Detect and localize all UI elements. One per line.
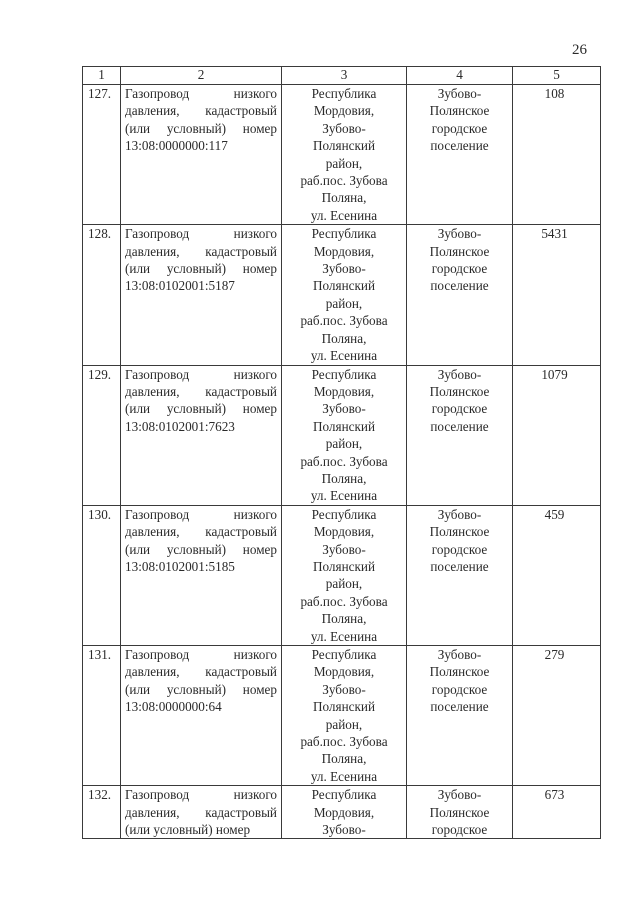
- object-name-cell: [121, 786, 282, 839]
- settlement-line: городское: [431, 120, 488, 136]
- settlement-line: поселение: [430, 418, 489, 434]
- settlement-line: поселение: [430, 558, 489, 574]
- settlement-line: городское: [431, 401, 488, 417]
- settlement-line: поселение: [430, 699, 489, 715]
- object-name-line: давления, кадастровый: [125, 664, 277, 680]
- object-name-cell: [121, 365, 282, 505]
- object-name-line: 13:08:0102001:5187: [125, 278, 235, 294]
- header-cell-1: 1: [83, 67, 121, 85]
- address-line: Мордовия,: [313, 524, 375, 540]
- address-line: Поляна,: [321, 190, 367, 206]
- object-name-line: (или условный) номер: [125, 261, 277, 277]
- table-row: [83, 85, 601, 225]
- property-table: [82, 66, 601, 839]
- address-line: Поляна,: [321, 330, 367, 346]
- object-name-line: Газопровод низкого: [125, 647, 277, 662]
- settlement-line: Зубово-: [437, 366, 482, 382]
- settlement-line: Зубово-: [437, 506, 482, 522]
- object-name-line: давления, кадастровый: [125, 524, 277, 540]
- object-name-line: 13:08:0000000:64: [125, 699, 222, 715]
- address-line: Зубово-: [322, 681, 366, 697]
- row-number: 129.: [83, 365, 121, 505]
- object-name-line: Газопровод низкого: [125, 86, 277, 101]
- address-line: район,: [325, 295, 363, 311]
- header-cell-2: 2: [121, 67, 282, 85]
- table-row: [83, 225, 601, 365]
- address-line: Республика: [311, 647, 377, 662]
- address-line: раб.пос. Зубова: [300, 173, 388, 189]
- object-name-line: (или условный) номер: [125, 541, 277, 557]
- object-name-line: (или условный) номер: [125, 401, 277, 417]
- address-line: раб.пос. Зубова: [300, 734, 388, 750]
- header-row: [83, 67, 601, 85]
- address-line: раб.пос. Зубова: [300, 313, 388, 329]
- settlement-line: Полянское: [429, 103, 490, 119]
- settlement-cell: [407, 365, 513, 505]
- value-cell: 5431: [513, 225, 601, 365]
- address-line: Полянский: [312, 278, 376, 294]
- address-line: Зубово-: [322, 822, 366, 838]
- object-name-line: Газопровод низкого: [125, 226, 277, 242]
- settlement-line: Полянское: [429, 524, 490, 540]
- object-name-line: давления, кадастровый: [125, 243, 277, 259]
- address-line: ул. Есенина: [310, 348, 378, 364]
- address-cell: [282, 365, 407, 505]
- object-name-line: (или условный) номер: [125, 822, 251, 838]
- address-line: Республика: [311, 506, 377, 522]
- header-cell-5: 5: [513, 67, 601, 85]
- settlement-cell: [407, 505, 513, 645]
- settlement-line: городское: [431, 822, 488, 838]
- address-line: ул. Есенина: [310, 768, 378, 784]
- table-row: [83, 505, 601, 645]
- address-line: Зубово-: [322, 401, 366, 417]
- settlement-line: Зубово-: [437, 86, 482, 101]
- address-line: Мордовия,: [313, 383, 375, 399]
- address-line: район,: [325, 436, 363, 452]
- page-number: 26: [572, 42, 587, 58]
- object-name-line: 13:08:0102001:5185: [125, 558, 235, 574]
- object-name-line: Газопровод низкого: [125, 787, 277, 803]
- object-name-line: давления, кадастровый: [125, 804, 277, 820]
- address-line: Республика: [311, 787, 377, 803]
- address-line: Мордовия,: [313, 664, 375, 680]
- address-line: раб.пос. Зубова: [300, 593, 388, 609]
- settlement-line: городское: [431, 541, 488, 557]
- address-line: район,: [325, 576, 363, 592]
- value-cell: 673: [513, 786, 601, 839]
- settlement-cell: [407, 225, 513, 365]
- address-line: Мордовия,: [313, 103, 375, 119]
- table-row: [83, 365, 601, 505]
- address-line: Поляна,: [321, 611, 367, 627]
- address-line: раб.пос. Зубова: [300, 453, 388, 469]
- row-number: 130.: [83, 505, 121, 645]
- address-line: Зубово-: [322, 541, 366, 557]
- value-cell: 1079: [513, 365, 601, 505]
- address-cell: [282, 786, 407, 839]
- object-name-line: (или условный) номер: [125, 681, 277, 697]
- address-line: Республика: [311, 366, 377, 382]
- row-number: 127.: [83, 85, 121, 225]
- address-cell: [282, 646, 407, 786]
- settlement-line: Полянское: [429, 664, 490, 680]
- object-name-cell: [121, 505, 282, 645]
- address-line: Полянский: [312, 558, 376, 574]
- settlement-line: городское: [431, 261, 488, 277]
- settlement-cell: [407, 85, 513, 225]
- address-line: район,: [325, 155, 363, 171]
- object-name-line: давления, кадастровый: [125, 383, 277, 399]
- settlement-line: Полянское: [429, 383, 490, 399]
- value-cell: 459: [513, 505, 601, 645]
- settlement-line: Полянское: [429, 243, 490, 259]
- address-cell: [282, 505, 407, 645]
- address-line: Поляна,: [321, 470, 367, 486]
- address-line: ул. Есенина: [310, 628, 378, 644]
- object-name-cell: [121, 225, 282, 365]
- address-line: ул. Есенина: [310, 207, 378, 223]
- settlement-line: поселение: [430, 138, 489, 154]
- settlement-line: Полянское: [429, 804, 490, 820]
- object-name-line: 13:08:0000000:117: [125, 138, 228, 154]
- address-line: Зубово-: [322, 120, 366, 136]
- settlement-line: городское: [431, 681, 488, 697]
- settlement-cell: [407, 646, 513, 786]
- row-number: 131.: [83, 646, 121, 786]
- row-number: 128.: [83, 225, 121, 365]
- address-line: Республика: [311, 226, 377, 242]
- address-line: Полянский: [312, 418, 376, 434]
- address-line: Полянский: [312, 699, 376, 715]
- address-line: Поляна,: [321, 751, 367, 767]
- object-name-line: (или условный) номер: [125, 120, 277, 136]
- settlement-line: Зубово-: [437, 647, 482, 662]
- object-name-line: 13:08:0102001:7623: [125, 418, 235, 434]
- table-row: [83, 786, 601, 839]
- settlement-line: Зубово-: [437, 787, 482, 803]
- settlement-cell: [407, 786, 513, 839]
- value-cell: 108: [513, 85, 601, 225]
- address-cell: [282, 225, 407, 365]
- object-name-cell: [121, 85, 282, 225]
- address-line: район,: [325, 716, 363, 732]
- address-line: Мордовия,: [313, 243, 375, 259]
- address-line: Республика: [311, 86, 377, 101]
- address-cell: [282, 85, 407, 225]
- object-name-line: Газопровод низкого: [125, 506, 277, 522]
- header-cell-3: 3: [282, 67, 407, 85]
- value-cell: 279: [513, 646, 601, 786]
- object-name-line: Газопровод низкого: [125, 366, 277, 382]
- address-line: Полянский: [312, 138, 376, 154]
- settlement-line: Зубово-: [437, 226, 482, 242]
- settlement-line: поселение: [430, 278, 489, 294]
- header-cell-4: 4: [407, 67, 513, 85]
- address-line: ул. Есенина: [310, 488, 378, 504]
- object-name-line: давления, кадастровый: [125, 103, 277, 119]
- table-row: [83, 646, 601, 786]
- address-line: Зубово-: [322, 261, 366, 277]
- address-line: Мордовия,: [313, 804, 375, 820]
- object-name-cell: [121, 646, 282, 786]
- row-number: 132.: [83, 786, 121, 839]
